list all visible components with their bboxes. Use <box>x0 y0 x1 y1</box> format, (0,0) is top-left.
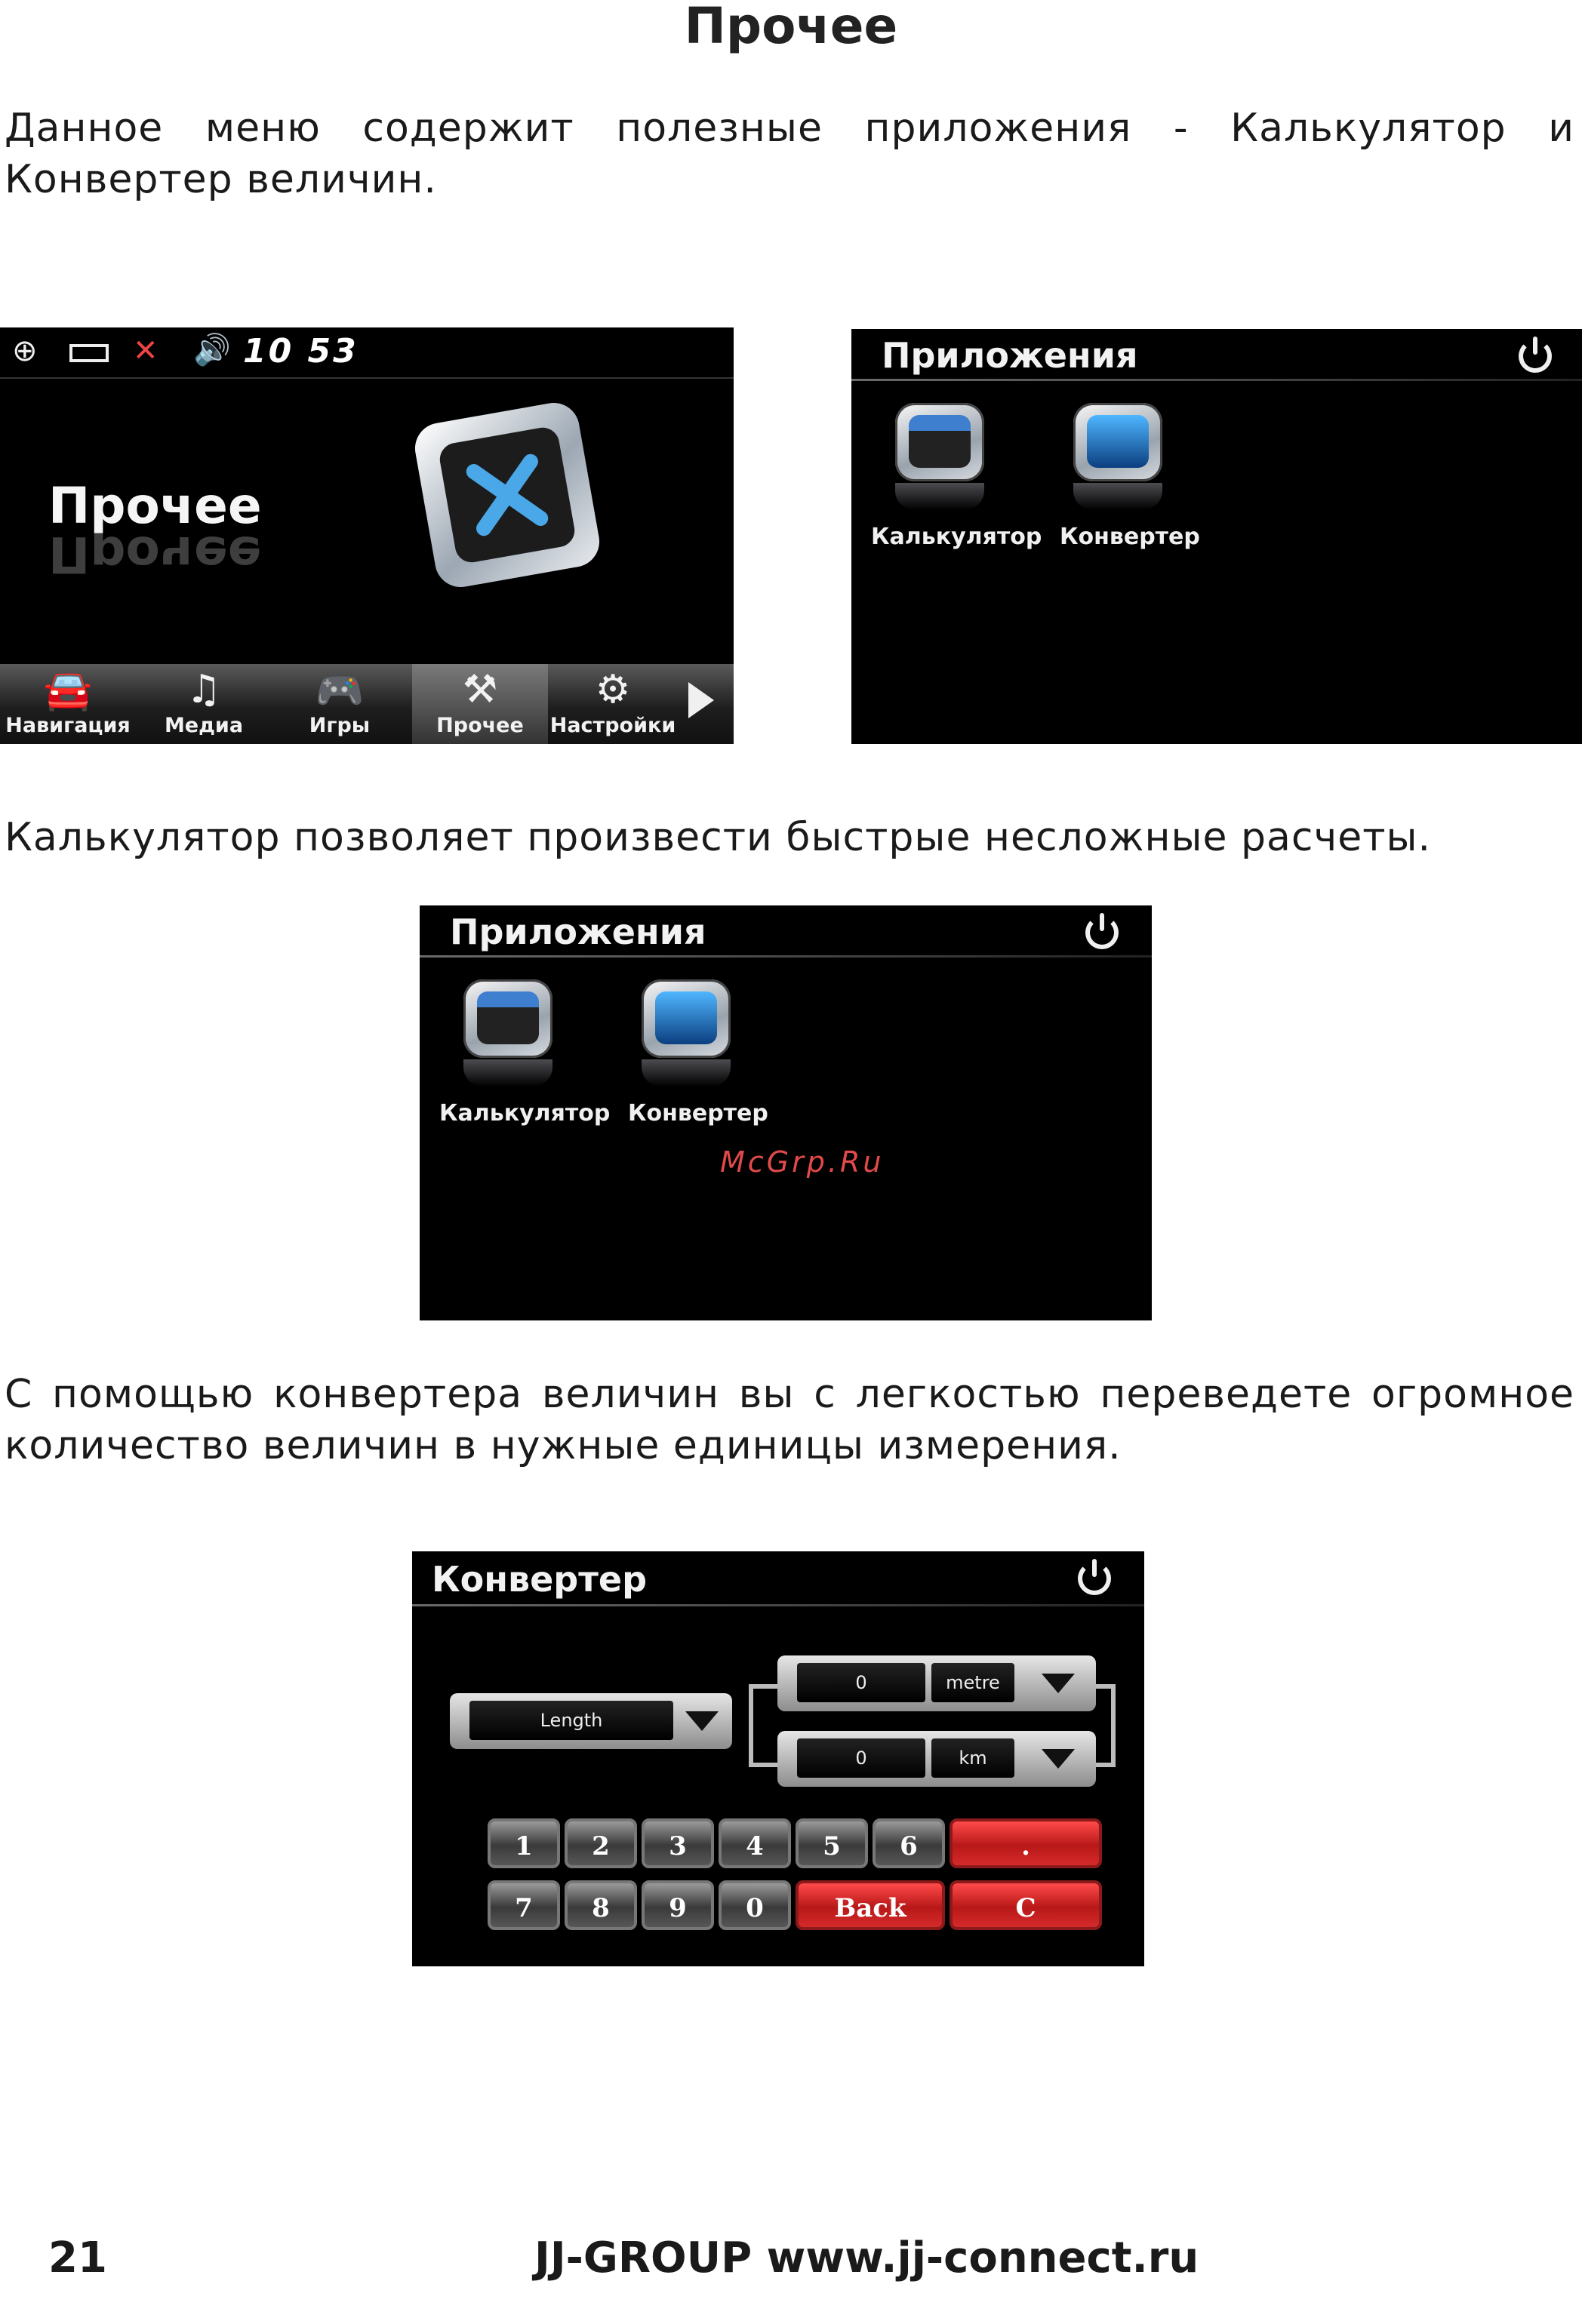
category-value: Length <box>469 1701 673 1740</box>
calculator-icon[interactable] <box>895 403 984 481</box>
converter-title: Конвертер <box>432 1559 648 1600</box>
nav-item-media[interactable] <box>136 664 272 744</box>
page-heading: Прочее <box>684 0 898 55</box>
intro-paragraph: Данное меню содержит полезные приложения - Калькулятор и Конвертер величин. <box>5 106 1574 202</box>
bottom-nav <box>0 664 734 744</box>
bluetooth-off-icon: ✕ <box>133 334 159 368</box>
key-4[interactable]: 4 <box>719 1818 791 1868</box>
calculator-icon[interactable] <box>463 979 552 1058</box>
nav-item-settings[interactable] <box>545 664 681 744</box>
chevron-down-icon <box>685 1711 719 1731</box>
chevron-down-icon <box>1042 1749 1075 1769</box>
footer-brand: JJ-GROUP www.jj-connect.ru <box>534 2233 1199 2282</box>
main-menu-screen <box>0 327 734 744</box>
nav-item-navigation[interactable] <box>0 664 136 744</box>
nav-label: Навигация <box>5 714 131 737</box>
gamepad-icon: 🎮 <box>315 668 365 713</box>
key-6[interactable]: 6 <box>873 1818 945 1868</box>
nav-item-other[interactable] <box>412 664 548 744</box>
category-select[interactable] <box>450 1693 732 1749</box>
app-screen-title: Приложения <box>882 335 1138 376</box>
section-title-reflection: Прочее <box>48 525 262 583</box>
key-8[interactable]: 8 <box>565 1880 637 1930</box>
nav-label: Прочее <box>436 714 524 737</box>
power-icon[interactable] <box>1519 340 1552 373</box>
gear-icon: ⚙ <box>595 667 631 712</box>
to-unit[interactable]: km <box>931 1738 1014 1778</box>
nav-label: Медиа <box>164 714 244 737</box>
from-value[interactable]: 0 <box>797 1663 925 1702</box>
converter-screen <box>412 1551 1144 1966</box>
power-icon[interactable] <box>1078 1562 1111 1595</box>
key-9[interactable]: 9 <box>642 1880 714 1930</box>
music-icon: ♫ <box>186 667 222 712</box>
nav-label: Игры <box>309 714 371 737</box>
gps-icon: ⊕ <box>12 334 38 368</box>
key-dot[interactable]: . <box>950 1818 1102 1868</box>
battery-icon <box>69 344 109 362</box>
watermark: McGrp.Ru <box>720 1145 885 1179</box>
power-icon[interactable] <box>1085 916 1119 949</box>
arrow-right-icon[interactable] <box>688 682 714 718</box>
page-number: 21 <box>48 2233 107 2282</box>
app-screen-title: Приложения <box>450 911 706 952</box>
app-label-calculator[interactable]: Калькулятор <box>871 524 1042 550</box>
nav-label: Настройки <box>549 714 676 737</box>
volume-icon: 🔊 <box>193 333 231 367</box>
converter-paragraph: С помощью конвертера величин вы с легкостью переведете огромное количество величин в нужные единицы измерения. <box>5 1372 1574 1468</box>
tools-icon: ⚒ <box>462 667 498 712</box>
app-label-calculator[interactable]: Калькулятор <box>439 1100 611 1127</box>
clock: 10 53 <box>243 332 359 370</box>
scales-icon[interactable] <box>1073 403 1162 481</box>
key-2[interactable]: 2 <box>565 1818 637 1868</box>
to-unit-field[interactable] <box>777 1731 1096 1787</box>
to-value[interactable]: 0 <box>797 1738 925 1778</box>
app-label-converter[interactable]: Конвертер <box>1060 524 1200 550</box>
car-icon: 🚘 <box>43 668 93 713</box>
apps-screen-2 <box>420 905 1152 1320</box>
key-5[interactable]: 5 <box>796 1818 868 1868</box>
chevron-down-icon <box>1042 1674 1075 1693</box>
apps-screen <box>851 329 1582 744</box>
key-3[interactable]: 3 <box>642 1818 714 1868</box>
from-unit-field[interactable] <box>777 1655 1096 1711</box>
scales-icon[interactable] <box>642 979 731 1058</box>
back-button[interactable]: Back <box>796 1880 945 1930</box>
status-bar <box>0 327 734 377</box>
section-title: Прочее <box>48 477 262 535</box>
app-label-converter[interactable]: Конвертер <box>628 1100 768 1127</box>
clear-button[interactable]: C <box>950 1880 1102 1930</box>
key-1[interactable]: 1 <box>488 1818 560 1868</box>
key-7[interactable]: 7 <box>488 1880 560 1930</box>
nav-item-games[interactable] <box>272 664 408 744</box>
tools-icon[interactable] <box>411 399 604 592</box>
from-unit[interactable]: metre <box>931 1663 1014 1702</box>
key-0[interactable]: 0 <box>719 1880 791 1930</box>
calculator-paragraph: Калькулятор позволяет произвести быстрые несложные расчеты. <box>5 815 1432 860</box>
